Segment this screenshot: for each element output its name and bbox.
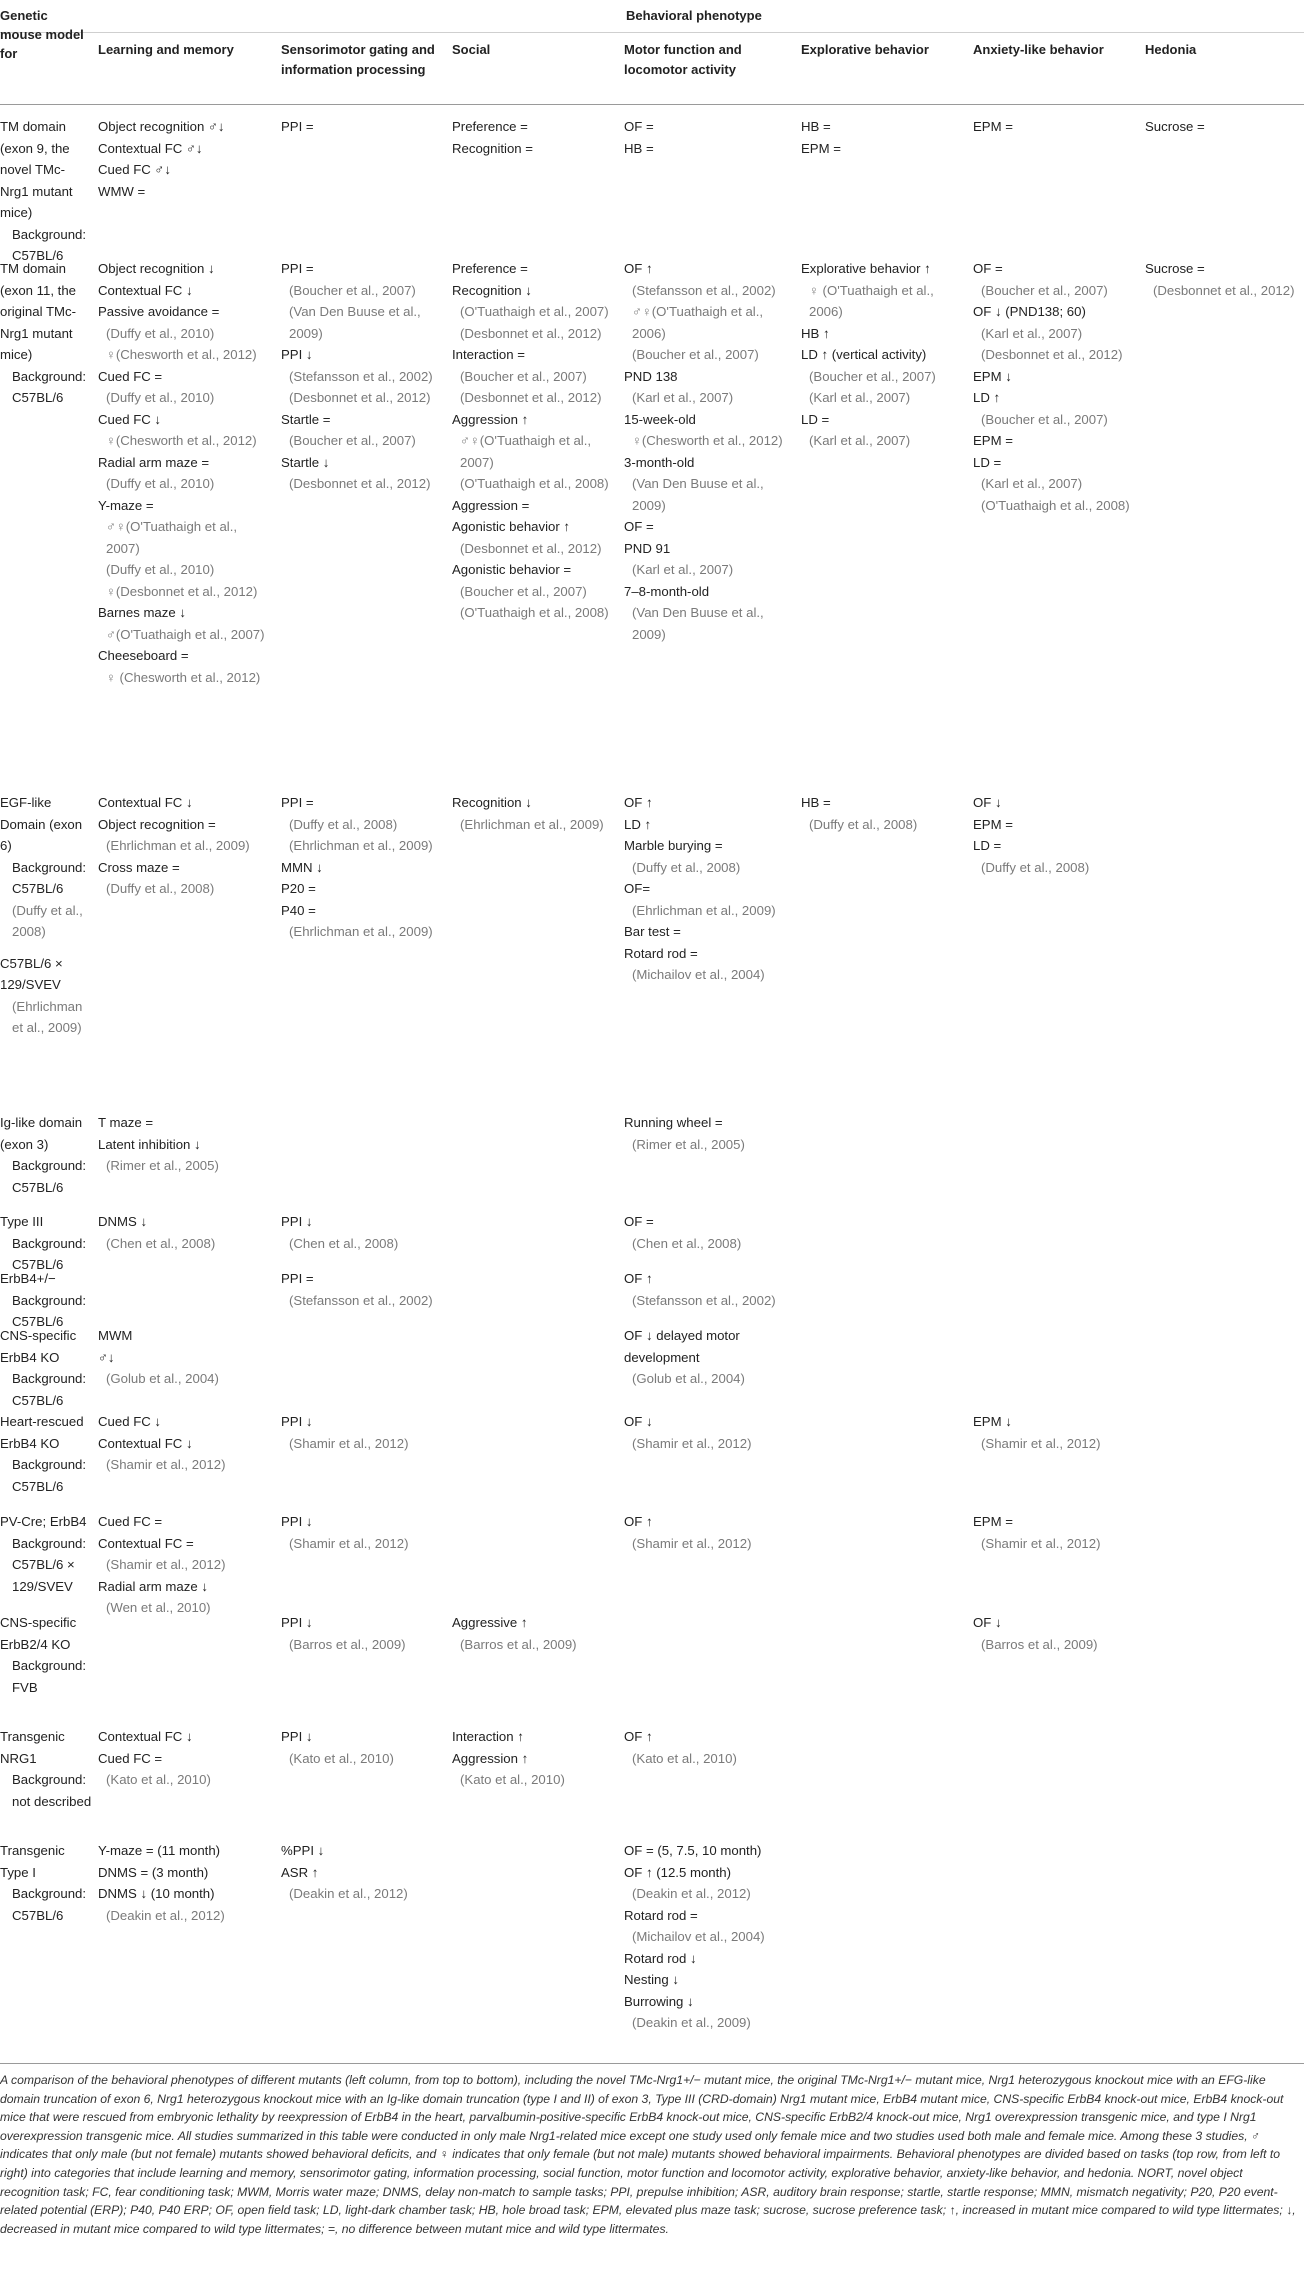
phenotype-cell: [98, 258, 274, 688]
phenotype-entry: Preference =: [452, 119, 528, 134]
phenotype-cell: [281, 1511, 447, 1554]
phenotype-entry: %PPI ↓: [281, 1843, 325, 1858]
citation: (Chen et al., 2008): [632, 1235, 742, 1251]
model-cell: [0, 258, 92, 409]
footer-rule: [0, 2063, 1304, 2064]
model-line: (Duffy et al., 2008): [12, 902, 83, 939]
model-line: Background: C57BL/6: [12, 1886, 87, 1923]
phenotype-entry: LD =: [801, 411, 830, 427]
citation: (Rimer et al., 2005): [106, 1158, 219, 1173]
citation: ♂♀(O'Tuathaigh et al., 2007): [460, 433, 592, 470]
phenotype-entry: OF =: [624, 519, 654, 534]
citation: (Boucher et al., 2007): [289, 433, 416, 448]
phenotype-entry: Contextual FC ↓: [98, 795, 193, 810]
citation: (Boucher et al., 2007): [460, 368, 587, 384]
citation: (Duffy et al., 2008): [106, 881, 215, 896]
phenotype-entry: 15-week-old: [624, 411, 696, 427]
phenotype-cell: [452, 792, 618, 835]
phenotype-cell: [1145, 116, 1300, 138]
citation: (Stefansson et al., 2002): [289, 1292, 433, 1308]
phenotype-entry: P40 =: [281, 902, 316, 918]
phenotype-cell: [98, 1112, 274, 1177]
phenotype-cell: [624, 1325, 794, 1390]
phenotype-cell: [98, 1411, 274, 1476]
citation: (Deakin et al., 2012): [289, 1886, 408, 1901]
model-line: Background: C57BL/6 × 129/SVEV: [12, 1535, 87, 1594]
citation: ♀ (O'Tuathaigh et al., 2006): [809, 282, 934, 319]
phenotype-entry: Cheeseboard =: [98, 648, 189, 663]
citation: (Ehrlichman et al., 2009): [106, 838, 250, 853]
phenotype-cell: [281, 258, 447, 495]
phenotype-entry: PPI =: [281, 261, 314, 276]
phenotype-entry: Passive avoidance =: [98, 304, 220, 319]
citation: (Duffy et al., 2010): [106, 476, 215, 491]
phenotype-entry: Object recognition =: [98, 816, 216, 832]
citation: (Duffy et al., 2010): [106, 562, 215, 577]
model-cell: [0, 1112, 92, 1198]
citation: (Shamir et al., 2012): [106, 1557, 226, 1572]
phenotype-cell: [281, 1726, 447, 1769]
citation: (Deakin et al., 2012): [106, 1907, 225, 1923]
citation: (Wen et al., 2010): [106, 1600, 211, 1615]
citation: ♂♀(O'Tuathaigh et al., 2007): [106, 519, 238, 556]
model-cell: [0, 1511, 92, 1597]
phenotype-entry: Latent inhibition ↓: [98, 1136, 201, 1152]
phenotype-entry: Recognition =: [452, 140, 534, 156]
citation: (Duffy et al., 2008): [981, 859, 1090, 875]
phenotype-cell: [281, 1840, 447, 1905]
citation: (Golub et al., 2004): [632, 1371, 745, 1386]
phenotype-entry: Barnes maze ↓: [98, 605, 186, 620]
phenotype-entry: PPI ↓: [281, 1514, 313, 1529]
phenotype-entry: Aggression ↑: [452, 411, 529, 427]
citation: (Stefansson et al., 2002): [632, 1292, 776, 1308]
model-cell: [0, 116, 92, 267]
phenotype-entry: PND 138: [624, 368, 678, 384]
phenotype-entry: PND 91: [624, 540, 671, 556]
model-line: Heart-rescued ErbB4 KO: [0, 1414, 84, 1451]
phenotype-cell: [98, 116, 274, 202]
citation: (Barros et al., 2009): [460, 1636, 577, 1652]
model-line: Transgenic Type I: [0, 1843, 65, 1880]
citation: (Duffy et al., 2010): [106, 325, 215, 341]
phenotype-entry: HB =: [801, 795, 831, 810]
phenotype-entry: OF ↑: [624, 1729, 653, 1744]
phenotype-cell: [98, 1840, 274, 1926]
phenotype-entry: PPI ↓: [281, 1414, 313, 1429]
phenotype-entry: Agonistic behavior ↑: [452, 519, 571, 534]
phenotype-entry: EPM =: [973, 433, 1013, 448]
phenotype-entry: Explorative behavior ↑: [801, 261, 931, 276]
phenotype-entry: OF =: [973, 261, 1003, 276]
citation: (Kato et al., 2010): [460, 1772, 565, 1787]
model-line: Background: not described: [12, 1772, 92, 1809]
citation: (Karl et al., 2007): [632, 390, 734, 405]
phenotype-entry: Agonistic behavior =: [452, 562, 572, 577]
phenotype-entry: Bar test =: [624, 924, 681, 939]
col-header-social: Social: [452, 42, 491, 57]
citation: (O'Tuathaigh et al., 2007): [460, 304, 609, 319]
citation: (Kato et al., 2010): [632, 1750, 737, 1766]
citation: (Boucher et al., 2007): [981, 411, 1108, 427]
citation: (Shamir et al., 2012): [632, 1435, 752, 1451]
phenotype-entry: OF=: [624, 881, 651, 896]
citation: ♀(Chesworth et al., 2012): [106, 347, 257, 362]
phenotype-entry: Recognition ↓: [452, 795, 532, 810]
model-line: Background: C57BL/6: [12, 859, 87, 896]
citation: ♀(Desbonnet et al., 2012): [106, 583, 258, 599]
phenotype-entry: EPM =: [973, 816, 1013, 832]
phenotype-entry: OF ↑ (12.5 month): [624, 1864, 732, 1880]
phenotype-cell: [973, 1511, 1139, 1554]
phenotype-entry: PPI =: [281, 119, 314, 134]
phenotype-entry: DNMS ↓ (10 month): [98, 1886, 215, 1901]
phenotype-entry: Cued FC ↓: [98, 411, 162, 427]
phenotype-entry: Contextual FC =: [98, 1535, 194, 1551]
model-line: (Ehrlichman et al., 2009): [12, 998, 83, 1035]
phenotype-cell: [281, 792, 447, 943]
citation: (Stefansson et al., 2002): [289, 368, 433, 384]
phenotype-cell: [624, 1411, 794, 1454]
phenotype-cell: [624, 1840, 794, 2034]
phenotype-entry: OF ↓: [973, 1615, 1002, 1630]
model-line: TM domain (exon 11, the original TMc-Nrg1 mutant mice): [0, 261, 77, 362]
phenotype-cell: [801, 792, 967, 835]
citation: (O'Tuathaigh et al., 2008): [981, 497, 1130, 513]
model-cell: [0, 792, 92, 1039]
phenotype-entry: Object recognition ↓: [98, 261, 215, 276]
citation: (Shamir et al., 2012): [106, 1457, 226, 1472]
phenotype-cell: [452, 258, 618, 624]
phenotype-entry: EPM =: [973, 119, 1013, 134]
model-line: EGF-like Domain (exon 6): [0, 795, 83, 853]
phenotype-entry: Startle =: [281, 411, 331, 427]
citation: (Barros et al., 2009): [981, 1636, 1098, 1652]
model-line: Type III: [0, 1214, 44, 1229]
citation: (Desbonnet et al., 2012): [460, 325, 602, 341]
phenotype-entry: PPI =: [281, 795, 314, 810]
phenotype-entry: PPI ↓: [281, 1615, 313, 1630]
phenotype-entry: LD ↑: [973, 390, 1001, 405]
phenotype-cell: [98, 1726, 274, 1791]
phenotype-entry: Cued FC =: [98, 1514, 163, 1529]
phenotype-entry: OF =: [624, 119, 654, 134]
phenotype-cell: [624, 1211, 794, 1254]
citation: (Kato et al., 2010): [289, 1750, 394, 1766]
phenotype-entry: OF ↓: [624, 1414, 653, 1429]
phenotype-entry: Marble burying =: [624, 838, 723, 853]
col-header-motor: Motor function and locomotor activity: [624, 42, 742, 77]
behavioral-phenotype-header: Behavioral phenotype: [626, 8, 762, 23]
citation: (Boucher et al., 2007): [289, 282, 416, 298]
citation: (Karl et al., 2007): [981, 476, 1083, 491]
phenotype-entry: Cued FC ♂↓: [98, 162, 171, 177]
phenotype-entry: Aggression =: [452, 497, 530, 513]
citation: (Boucher et al., 2007): [809, 368, 936, 384]
citation: ♀ (Chesworth et al., 2012): [106, 669, 261, 685]
model-cell: [0, 1411, 92, 1497]
model-line: C57BL/6 × 129/SVEV: [0, 955, 63, 992]
citation: ♂(O'Tuathaigh et al., 2007): [106, 626, 265, 642]
citation: (Golub et al., 2004): [106, 1371, 219, 1386]
phenotype-entry: LD ↑ (vertical activity): [801, 347, 927, 362]
phenotype-entry: HB ↑: [801, 325, 830, 341]
citation: (Van Den Buuse et al., 2009): [289, 304, 421, 341]
phenotype-entry: Y-maze = (11 month): [98, 1843, 221, 1858]
phenotype-entry: OF =: [624, 1214, 654, 1229]
model-cell: [0, 1726, 92, 1812]
phenotype-entry: ASR ↑: [281, 1864, 319, 1880]
model-line: CNS-specific ErbB4 KO: [0, 1328, 77, 1365]
col-header-learning: Learning and memory: [98, 42, 234, 57]
model-line: ErbB4+/−: [0, 1271, 56, 1286]
phenotype-entry: PPI ↓: [281, 1729, 313, 1744]
phenotype-entry: WMW =: [98, 183, 146, 199]
phenotype-entry: MMN ↓: [281, 859, 323, 875]
citation: (Chen et al., 2008): [106, 1235, 216, 1251]
phenotype-entry: T maze =: [98, 1115, 154, 1130]
citation: (Shamir et al., 2012): [981, 1435, 1101, 1451]
phenotype-entry: OF ↑: [624, 261, 653, 276]
citation: (Karl et al., 2007): [809, 390, 911, 405]
phenotype-entry: PPI =: [281, 1271, 314, 1286]
phenotype-entry: P20 =: [281, 881, 316, 896]
model-line: Background: C57BL/6: [12, 368, 87, 405]
model-line: Background: C57BL/6: [12, 1292, 87, 1329]
phenotype-entry: Cued FC =: [98, 1750, 163, 1766]
phenotype-cell: [624, 1511, 794, 1554]
phenotype-entry: Contextual FC ↓: [98, 1729, 193, 1744]
phenotype-cell: [624, 1726, 794, 1769]
phenotype-cell: [624, 116, 794, 159]
phenotype-entry: OF ↓ delayed motor development: [624, 1328, 740, 1365]
phenotype-cell: [973, 1612, 1139, 1655]
model-line: CNS-specific ErbB2/4 KO: [0, 1615, 77, 1652]
citation: (Desbonnet et al., 2012): [1153, 282, 1295, 298]
phenotype-entry: PPI ↓: [281, 347, 313, 362]
citation: (O'Tuathaigh et al., 2008): [460, 476, 609, 491]
phenotype-entry: Running wheel =: [624, 1115, 723, 1130]
phenotype-cell: [281, 1612, 447, 1655]
model-cell: [0, 1268, 92, 1333]
citation: (Rimer et al., 2005): [632, 1136, 745, 1152]
citation: ♂♀(O'Tuathaigh et al., 2006): [632, 304, 764, 341]
citation: (Deakin et al., 2009): [632, 2015, 751, 2030]
phenotype-entry: LD ↑: [624, 816, 652, 832]
phenotype-entry: HB =: [624, 140, 654, 156]
phenotype-entry: Object recognition ♂↓: [98, 119, 225, 134]
model-cell: [0, 1840, 92, 1926]
phenotype-entry: EPM =: [801, 140, 841, 156]
model-cell: [0, 1211, 92, 1276]
phenotype-cell: [973, 792, 1139, 878]
citation: ♀(Chesworth et al., 2012): [632, 433, 783, 448]
phenotype-cell: [624, 792, 794, 986]
model-line: Background: C57BL/6: [12, 1457, 87, 1494]
phenotype-cell: [624, 1112, 794, 1155]
citation: (Van Den Buuse et al., 2009): [632, 476, 764, 513]
col-header-sensorimotor: Sensorimotor gating and information processing: [281, 42, 435, 77]
table-caption: A comparison of the behavioral phenotypes of different mutants (left column, from top to bottom), including the novel TMc-Nrg1+/− mutant mice, the original TMc-Nrg1+/− mutant mice, Nrg1 heterozygous knockout mice with an EFG-like domain truncation of exon 6, Nrg1 heterozygous knockout mice with an Ig-like domain truncation (type I and II) of exon 3, Type III (CRD-domain) Nrg1 mutant mice, ErbB4 mutant mice, CNS-specific ErbB4 knock-out mice, ErbB4 knock-out mice that were rescued from embryonic lethality by reexpression of ErbB4 in the heart, parvalbumin-positive-specific ErbB4 knock-out mice, CNS-specific ErbB2/4 knock-out mice, Nrg1 overexpression transgenic mice, and type I Nrg1 overexpression transgenic mice. All studies summarized in this table were conducted in only male Nrg1-related mice except one study used only female mice and two studies used both male and female mice. Among these 3 studies, ♂ indicates that only male (but not female) mutants showed behavioral deficits, and ♀ indicates that only female (but not male) mutants showed behavioral impairments. Behavioral phenotypes are divided based on tasks (top row, from left to right) into categories that include learning and memory, sensorimotor gating, information processing, social function, motor function and locomotor activity, explorative behavior, anxiety-like behavior, and hedonia. NORT, novel object recognition task; FC, fear conditioning task; MWM, Morris water maze; DNMS, delay non-match to sample tasks; PPI, prepulse inhibition; ASR, auditory brain response; startle, startle response; MMN, mismatch negativity; P20, P20 event-related potential (ERP); P40, P40 ERP; OF, open field task; LD, light-dark chamber task; HB, hole broad task; EPM, elevated plus maze task; sucrose, sucrose preference task; ↑, increased in mutant mice compared to wild type littermates; ↓, decreased in mutant mice compared to wild type littermates; =, no difference between mutant mice and wild type littermates.: [0, 2073, 1296, 2236]
model-line: Background: C57BL/6: [12, 226, 87, 263]
citation: (Boucher et al., 2007): [981, 282, 1108, 298]
citation: (Shamir et al., 2012): [289, 1435, 409, 1451]
citation: (Desbonnet et al., 2012): [289, 476, 431, 491]
citation: (Boucher et al., 2007): [632, 347, 759, 362]
phenotype-entry: DNMS = (3 month): [98, 1864, 209, 1880]
citation: (Desbonnet et al., 2012): [289, 390, 431, 405]
citation: (Desbonnet et al., 2012): [460, 390, 602, 405]
model-line: PV-Cre; ErbB4: [0, 1514, 87, 1529]
citation: (Chen et al., 2008): [289, 1235, 399, 1251]
citation: (O'Tuathaigh et al., 2008): [460, 605, 609, 620]
phenotype-entry: HB =: [801, 119, 831, 134]
phenotype-entry: 3-month-old: [624, 454, 695, 470]
phenotype-entry: Contextual FC ↓: [98, 282, 193, 298]
header-rule: [0, 104, 1304, 105]
phenotype-entry: Sucrose =: [1145, 119, 1205, 134]
phenotype-cell: [973, 1411, 1139, 1454]
citation: (Boucher et al., 2007): [460, 583, 587, 599]
citation: ♀(Chesworth et al., 2012): [106, 433, 257, 448]
phenotype-entry: ♂↓: [98, 1349, 115, 1365]
citation: (Karl et al., 2007): [981, 325, 1083, 341]
phenotype-entry: Rotard rod =: [624, 945, 698, 961]
citation: (Ehrlichman et al., 2009): [632, 902, 776, 918]
phenotype-cell: [98, 1211, 274, 1254]
phenotype-entry: OF ↑: [624, 1514, 653, 1529]
phenotype-cell: [281, 1268, 447, 1311]
phenotype-cell: [281, 1411, 447, 1454]
phenotype-entry: 7–8-month-old: [624, 583, 710, 599]
citation: (Ehrlichman et al., 2009): [460, 816, 604, 832]
model-line: Ig-like domain (exon 3): [0, 1115, 83, 1152]
phenotype-entry: Aggression ↑: [452, 1750, 529, 1766]
phenotype-entry: EPM ↓: [973, 368, 1012, 384]
phenotype-entry: Nesting ↓: [624, 1972, 679, 1987]
citation: (Duffy et al., 2008): [809, 816, 918, 832]
genetic-model-header: Genetic mouse model for: [0, 8, 84, 61]
phenotype-entry: Burrowing ↓: [624, 1993, 694, 2009]
phenotype-entry: LD =: [973, 838, 1002, 853]
col-header-hedonia: Hedonia: [1145, 42, 1197, 57]
phenotype-cell: [281, 1211, 447, 1254]
phenotype-entry: Interaction ↑: [452, 1729, 524, 1744]
citation: (Desbonnet et al., 2012): [981, 347, 1123, 362]
phenotype-entry: Preference =: [452, 261, 528, 276]
citation: (Kato et al., 2010): [106, 1772, 211, 1787]
citation: (Shamir et al., 2012): [981, 1535, 1101, 1551]
citation: (Karl et al., 2007): [809, 433, 911, 448]
phenotype-entry: OF ↓: [973, 795, 1002, 810]
phenotype-cell: [624, 1268, 794, 1311]
model-line: Background: FVB: [12, 1658, 87, 1695]
col-header-anxiety: Anxiety-like behavior: [973, 42, 1104, 57]
citation: (Van Den Buuse et al., 2009): [632, 605, 764, 642]
phenotype-entry: OF = (5, 7.5, 10 month): [624, 1843, 762, 1858]
phenotype-entry: DNMS ↓: [98, 1214, 148, 1229]
phenotype-cell: [973, 116, 1139, 138]
phenotype-entry: OF ↑: [624, 1271, 653, 1286]
citation: (Michailov et al., 2004): [632, 1929, 765, 1944]
phenotype-entry: PPI ↓: [281, 1214, 313, 1229]
phenotype-entry: Sucrose =: [1145, 261, 1205, 276]
phenotype-cell: [281, 116, 447, 138]
phenotype-entry: Rotard rod ↓: [624, 1950, 697, 1966]
model-line: Background: C57BL/6: [12, 1158, 87, 1195]
model-line: Background: C57BL/6: [12, 1235, 87, 1272]
phenotype-entry: OF ↓ (PND138; 60): [973, 304, 1086, 319]
phenotype-cell: [1145, 258, 1300, 301]
phenotype-entry: Y-maze =: [98, 497, 154, 513]
phenotype-cell: [98, 1325, 274, 1390]
phenotype-cell: [452, 1726, 618, 1791]
model-cell: [0, 1325, 92, 1411]
phenotype-cell: [801, 116, 967, 159]
citation: (Ehrlichman et al., 2009): [289, 838, 433, 853]
phenotype-cell: [452, 116, 618, 159]
phenotype-cell: [452, 1612, 618, 1655]
model-line: Background: C57BL/6: [12, 1371, 87, 1408]
phenotype-cell: [98, 792, 274, 900]
col-header-explorative: Explorative behavior: [801, 42, 929, 57]
citation: (Michailov et al., 2004): [632, 967, 765, 982]
citation: (Deakin et al., 2012): [632, 1886, 751, 1901]
phenotype-entry: Aggressive ↑: [452, 1615, 528, 1630]
phenotype-entry: Cross maze =: [98, 859, 180, 875]
phenotype-entry: Interaction =: [452, 347, 525, 362]
phenotype-entry: Radial arm maze ↓: [98, 1578, 208, 1594]
phenotype-entry: OF ↑: [624, 795, 653, 810]
phenotype-cell: [98, 1511, 274, 1619]
citation: (Stefansson et al., 2002): [632, 282, 776, 298]
citation: (Shamir et al., 2012): [632, 1535, 752, 1551]
phenotype-entry: Recognition ↓: [452, 282, 532, 298]
phenotype-entry: EPM =: [973, 1514, 1013, 1529]
phenotype-cell: [973, 258, 1139, 516]
phenotype-cell: [624, 258, 794, 645]
phenotype-entry: EPM ↓: [973, 1414, 1012, 1429]
phenotype-entry: Rotard rod =: [624, 1907, 698, 1923]
model-line: Transgenic NRG1: [0, 1729, 65, 1766]
citation: (Duffy et al., 2010): [106, 390, 215, 405]
citation: (Barros et al., 2009): [289, 1636, 406, 1652]
model-line: TM domain (exon 9, the novel TMc-Nrg1 mutant mice): [0, 119, 73, 220]
citation: (Karl et al., 2007): [632, 562, 734, 577]
citation: (Duffy et al., 2008): [289, 816, 398, 832]
citation: (Duffy et al., 2008): [632, 859, 741, 875]
citation: (Shamir et al., 2012): [289, 1535, 409, 1551]
phenotype-entry: Contextual FC ↓: [98, 1435, 193, 1451]
phenotype-entry: MWM: [98, 1328, 133, 1343]
phenotype-entry: Cued FC ↓: [98, 1414, 162, 1429]
phenotype-entry: Contextual FC ♂↓: [98, 140, 203, 156]
phenotype-entry: Radial arm maze =: [98, 454, 210, 470]
phenotype-entry: Cued FC =: [98, 368, 163, 384]
model-cell: [0, 1612, 92, 1698]
phenotype-cell: [801, 258, 967, 452]
phenotype-entry: Startle ↓: [281, 454, 330, 470]
phenotype-entry: LD =: [973, 454, 1002, 470]
citation: (Desbonnet et al., 2012): [460, 540, 602, 556]
citation: (Ehrlichman et al., 2009): [289, 924, 433, 939]
